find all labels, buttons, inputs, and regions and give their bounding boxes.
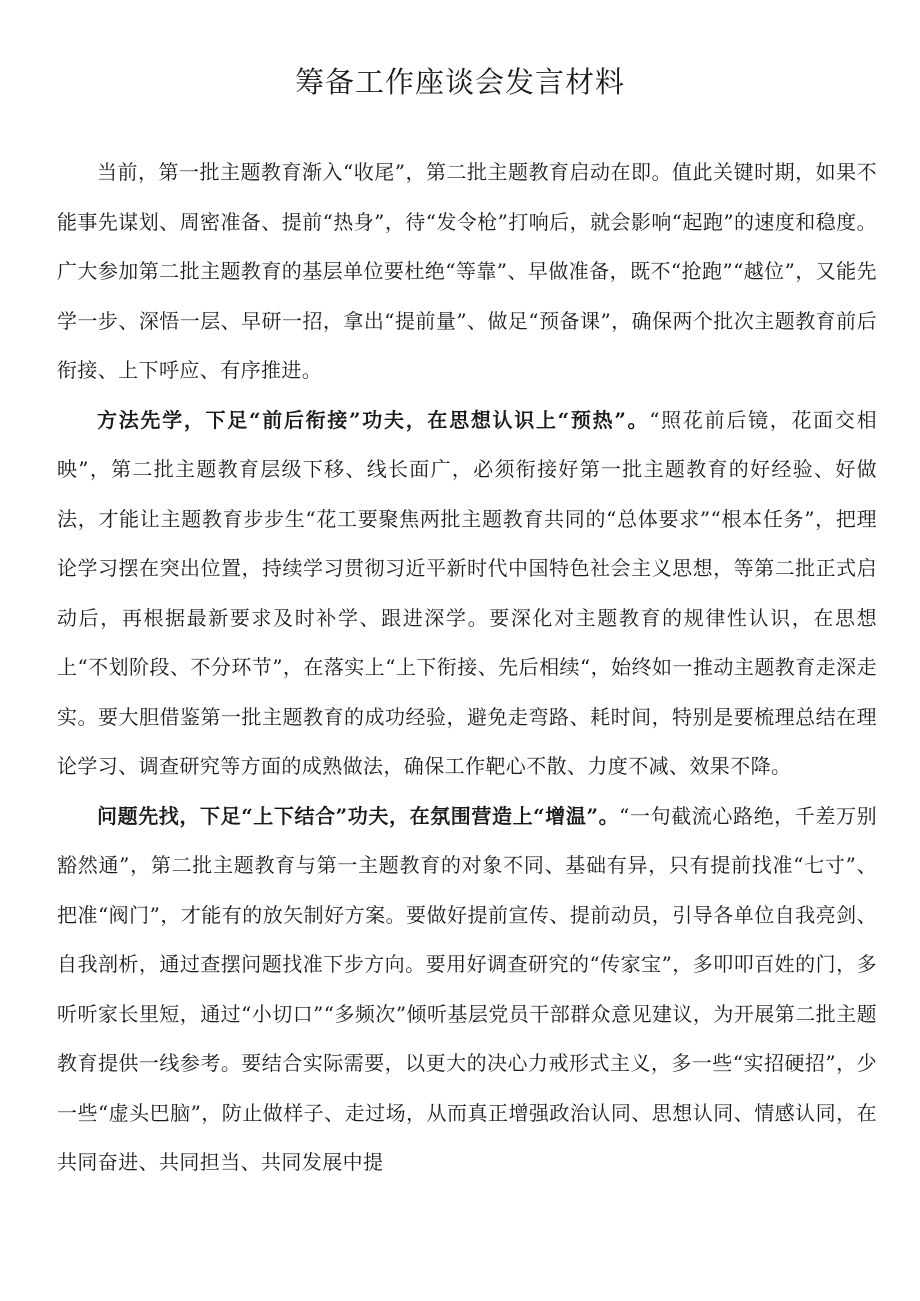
document-title: 筹备工作座谈会发言材料: [294, 65, 625, 99]
paragraph-lead: 问题先找，下足“上下结合”功夫，在氛围营造上“增温”。: [97, 803, 620, 828]
paragraph-method-first: [57, 396, 877, 792]
paragraph-problem-first: [57, 792, 877, 1188]
document-body: [57, 148, 877, 1188]
paragraph-text: 当前，第一批主题教育渐入“收尾”，第二批主题教育启动在即。值此关键时期，如果不能事先谋划、周密准备、提前“热身”，待“发令枪”打响后，就会影响“起跑”的速度和稳度。广大参加第二批主题教育的基层单位要杜绝“等靠”、早做准备，既不“抢跑”“越位”，又能先学一步、深悟一层、早研一招，拿出“提前量”、做足“预备课”，确保两个批次主题教育前后衔接、上下呼应、有序推进。: [57, 160, 877, 382]
paragraph-lead: 方法先学，下足“前后衔接”功夫，在思想认识上“预热”。: [97, 407, 650, 432]
paragraph-text: “照花前后镜，花面交相映”，第二批主题教育层级下移、线长面广，必须衔接好第一批主题教育的好经验、好做法，才能让主题教育步步生“花工要聚焦两批主题教育共同的“总体要求”“根本任务”，把理论学习摆在突出位置，持续学习贯彻习近平新时代中国特色社会主义思想，等第二批正式启动后，再根据最新要求及时补学、跟进深学。要深化对主题教育的规律性认识，在思想上“不划阶段、不分环节”，在落实上“上下衔接、先后相续“，始终如一推动主题教育走深走实。要大胆借鉴第一批主题教育的成功经验，避免走弯路、耗时间，特别是要梳理总结在理论学习、调查研究等方面的成熟做法，确保工作靶心不散、力度不减、效果不降。: [57, 407, 877, 778]
paragraph-intro: [57, 148, 877, 396]
paragraph-text: “一句截流心路绝，千差万别豁然通”，第二批主题教育与第一主题教育的对象不同、基础有异，只有提前找准“七寸”、把准“阀门”，才能有的放矢制好方案。要做好提前宣传、提前动员，引导各单位自我亮剑、自我剖析，通过查摆问题找准下步方向。要用好调查研究的“传家宝”，多叩叩百姓的门，多听听家长里短，通过“小切口”“多频次”倾听基层党员干部群众意见建议，为开展第二批主题教育提供一线参考。要结合实际需要，以更大的决心力戒形式主义，多一些“实招硬招”，少一些“虚头巴脑”，防止做样子、走过场，从而真正增强政治认同、思想认同、情感认同，在共同奋进、共同担当、共同发展中提: [57, 803, 877, 1174]
